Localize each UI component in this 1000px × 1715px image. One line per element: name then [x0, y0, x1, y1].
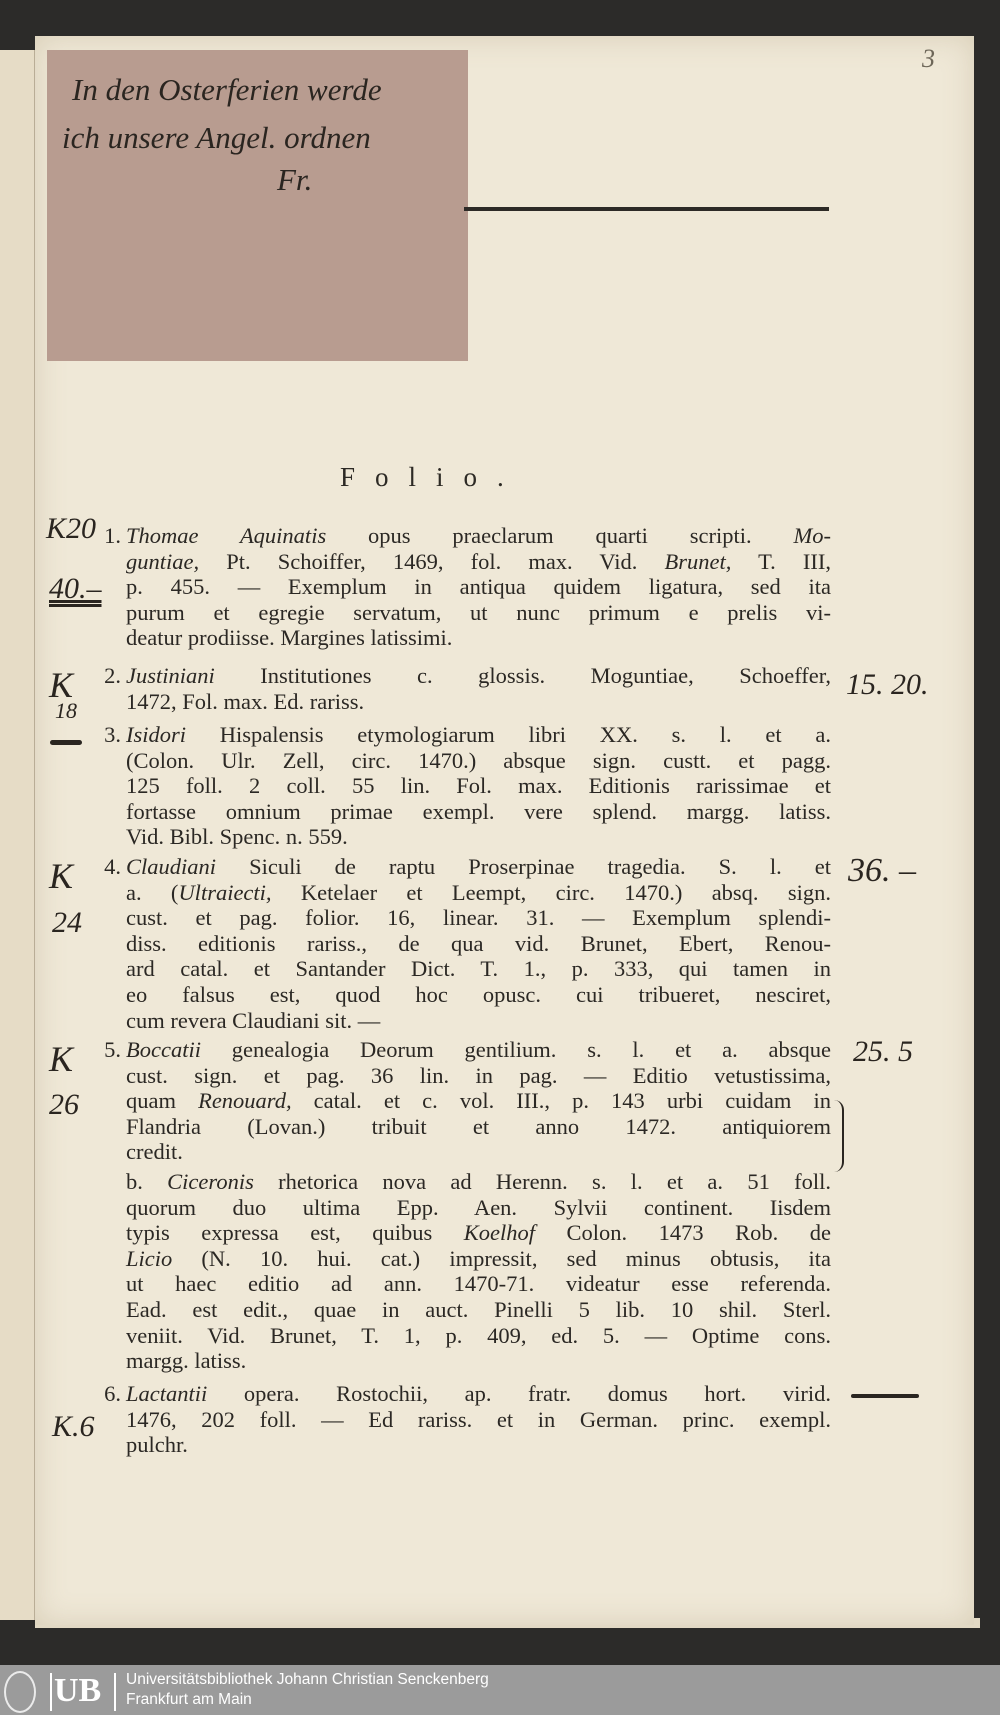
- text-segment: cust. sign. et pag. 36 lin. in pag. — Editio vetustissima,: [126, 1062, 831, 1088]
- italic-name: Thomae Aquinatis: [126, 523, 327, 548]
- text-segment: cum revera Claudiani sit. —: [126, 1007, 381, 1033]
- text-segment: opus praeclarum quarti scripti.: [326, 523, 794, 548]
- margin-note-right: 36. –: [848, 852, 916, 889]
- margin-note-left: 18: [55, 698, 77, 723]
- margin-note-left: K: [49, 856, 74, 896]
- note-signature: Fr.: [277, 162, 313, 197]
- text-segment: Pt. Schoiffer, 1469, fol. max. Vid.: [199, 548, 665, 574]
- text-segment: Vid. Bibl. Spenc. n. 559.: [126, 824, 348, 850]
- margin-note-left: 24: [52, 906, 82, 939]
- text-line: [126, 1088, 831, 1114]
- italic-name: Justiniani: [126, 663, 215, 688]
- italic-name: Boccatii: [126, 1037, 201, 1062]
- text-line: [126, 956, 831, 982]
- entry-number: 3.: [104, 722, 121, 747]
- text-segment: Flandria (Lovan.) tribuit et anno 1472. antiquiorem: [126, 1113, 831, 1139]
- horizontal-rule: [464, 207, 829, 211]
- text-line: [126, 854, 831, 880]
- margin-dash-mark: [50, 740, 82, 745]
- text-line: [126, 824, 831, 850]
- text-segment: Colon. 1473 Rob. de: [535, 1220, 831, 1246]
- catalog-entry: [104, 663, 831, 714]
- italic-name: Brunet,: [664, 548, 732, 574]
- italic-name: Koelhof: [463, 1220, 536, 1246]
- text-segment: a. (: [126, 879, 179, 905]
- text-segment: quorum duo ultima Epp. Aen. Sylvii continent. Iisdem: [126, 1194, 831, 1220]
- text-segment: catal. et c. vol. III., p. 143 urbi cuidam in: [291, 1088, 831, 1114]
- catalog-entry: [104, 722, 831, 850]
- italic-name: Claudiani: [126, 854, 217, 879]
- text-line: [126, 1381, 831, 1407]
- italic-name: Licio: [126, 1245, 173, 1271]
- text-segment: T. III,: [731, 548, 831, 574]
- text-segment: rhetorica nova ad Herenn. s. l. et a. 51 foll.: [253, 1169, 831, 1194]
- section-heading: Folio.: [340, 462, 524, 492]
- text-line: [126, 663, 831, 689]
- text-line: [126, 600, 831, 626]
- text-line: [126, 1432, 831, 1458]
- text-segment: eo falsus est, quod hoc opusc. cui tribueret, nesciret,: [126, 981, 831, 1007]
- text-segment: (N. 10. hui. cat.) impressit, sed minus obtusis, ita: [172, 1245, 831, 1271]
- text-line: [126, 880, 831, 906]
- text-line: [126, 931, 831, 957]
- text-line: [126, 748, 831, 774]
- logo-text: UB: [54, 1672, 102, 1709]
- entry-number: 5.: [104, 1037, 121, 1062]
- italic-name: guntiae,: [126, 548, 200, 574]
- pasted-handwritten-note: [47, 50, 468, 361]
- text-line: [126, 1169, 831, 1195]
- text-line: [126, 799, 831, 825]
- text-line: [126, 1114, 831, 1140]
- text-segment: 125 foll. 2 coll. 55 lin. Fol. max. Editionis rarissimae et: [126, 773, 831, 799]
- italic-name: Mo-: [793, 523, 831, 548]
- margin-note-left: 26: [49, 1088, 79, 1121]
- text-line: [126, 905, 831, 931]
- library-logo: [2, 1669, 114, 1711]
- text-segment: opera. Rostochii, ap. fratr. domus hort. virid.: [207, 1381, 831, 1406]
- text-line: [126, 982, 831, 1008]
- catalog-entry: [104, 1037, 831, 1165]
- text-segment: genealogia Deorum gentilium. s. l. et a. absque: [200, 1037, 831, 1062]
- text-line: [126, 1407, 831, 1433]
- margin-note-right: 15. 20.: [846, 668, 929, 701]
- text-segment: ut haec editio ad ann. 1470-71. videatur esse referenda.: [126, 1271, 831, 1297]
- text-segment: deatur prodiisse. Margines latissimi.: [126, 625, 453, 651]
- italic-name: Ciceronis: [167, 1169, 254, 1194]
- margin-note-left: K20: [46, 512, 97, 545]
- text-segment: diss. editionis rariss., de qua vid. Brunet, Ebert, Renou-: [126, 930, 831, 956]
- catalog-entry: [104, 854, 832, 1033]
- text-segment: pulchr.: [126, 1432, 188, 1458]
- text-line: [126, 1063, 831, 1089]
- text-segment: Ketelaer et Leempt, circ. 1470.) absq. sign.: [271, 879, 832, 905]
- text-segment: margg. latiss.: [126, 1348, 247, 1374]
- text-line: [126, 1323, 831, 1349]
- margin-note-left: K: [49, 1039, 74, 1079]
- footer-institution: Universitätsbibliothek Johann Christian Senckenberg: [126, 1671, 489, 1688]
- text-line: [126, 773, 831, 799]
- text-line: [126, 1271, 831, 1297]
- text-line: [126, 1195, 831, 1221]
- footer-bar: [0, 1665, 1000, 1715]
- note-line: ich unsere Angel. ordnen: [62, 120, 371, 155]
- text-segment: p. 455. — Exemplum in antiqua quidem ligatura, sed ita: [126, 574, 831, 600]
- text-line: [126, 523, 831, 549]
- seal-icon: [4, 1671, 36, 1713]
- entry-number: 6.: [104, 1381, 121, 1406]
- text-line: [126, 1348, 831, 1374]
- text-segment: Institutiones c. glossis. Moguntiae, Schoeffer,: [214, 663, 831, 688]
- margin-note-left: K.6: [52, 1410, 95, 1443]
- text-segment: 1476, 202 foll. — Ed rariss. et in German. princ. exempl.: [126, 1406, 831, 1432]
- italic-name: Ultraiecti,: [178, 879, 272, 905]
- text-line: [126, 549, 831, 575]
- margin-brace: [832, 1100, 844, 1172]
- text-segment: Hispalensis etymologiarum libri XX. s. l. et a.: [186, 722, 831, 747]
- text-segment: Siculi de raptu Proserpinae tragedia. S. l. et: [216, 854, 831, 879]
- text-segment: (Colon. Ulr. Zell, circ. 1470.) absque sign. custt. et pagg.: [126, 747, 831, 773]
- text-line: [126, 1297, 831, 1323]
- page-number: 3: [922, 44, 935, 73]
- margin-note-left: 40.–: [49, 572, 102, 605]
- text-line: [126, 574, 831, 600]
- margin-note-right: 25. 5: [853, 1035, 913, 1068]
- text-segment: purum et egregie servatum, ut nunc primum e prelis vi-: [126, 599, 831, 625]
- text-segment: 1472, Fol. max. Ed. rariss.: [126, 688, 365, 714]
- margin-note-left: K: [49, 665, 74, 705]
- catalog-entry: [104, 523, 831, 651]
- entry-number: 4.: [104, 854, 121, 879]
- text-segment: typis expressa est, quibus: [126, 1220, 464, 1246]
- text-segment: quam: [126, 1088, 199, 1114]
- entry-number: 2.: [104, 663, 121, 688]
- text-line: [126, 1246, 831, 1272]
- text-line: [126, 689, 831, 715]
- text-segment: ard catal. et Santander Dict. T. 1., p. 333, qui tamen in: [126, 956, 831, 982]
- text-line: [126, 1139, 831, 1165]
- text-segment: Ead. est edit., quae in auct. Pinelli 5 lib. 10 shil. Sterl.: [126, 1296, 831, 1322]
- text-line: [126, 1008, 831, 1034]
- text-segment: cust. et pag. folior. 16, linear. 31. — Exemplum splendi-: [126, 905, 831, 931]
- text-segment: fortasse omnium primae exempl. vere splend. margg. latiss.: [126, 798, 831, 824]
- text-segment: credit.: [126, 1139, 183, 1165]
- italic-name: Renouard,: [198, 1088, 292, 1114]
- footer-location: Frankfurt am Main: [126, 1691, 252, 1708]
- text-segment: b.: [126, 1169, 168, 1194]
- text-segment: veniit. Vid. Brunet, T. 1, p. 409, ed. 5. — Optime cons.: [126, 1322, 831, 1348]
- note-line: In den Osterferien werde: [72, 72, 382, 107]
- catalog-entry: [126, 1169, 831, 1374]
- adjacent-page-edge: [0, 50, 35, 1620]
- text-line: [126, 625, 831, 651]
- text-line: [126, 1220, 831, 1246]
- catalog-entry: [104, 1381, 831, 1458]
- text-line: [126, 1037, 831, 1063]
- text-line: [126, 722, 831, 748]
- italic-name: Isidori: [126, 722, 187, 747]
- entry-number: 1.: [104, 523, 121, 548]
- italic-name: Lactantii: [126, 1381, 208, 1406]
- margin-arrow-line: [851, 1394, 919, 1398]
